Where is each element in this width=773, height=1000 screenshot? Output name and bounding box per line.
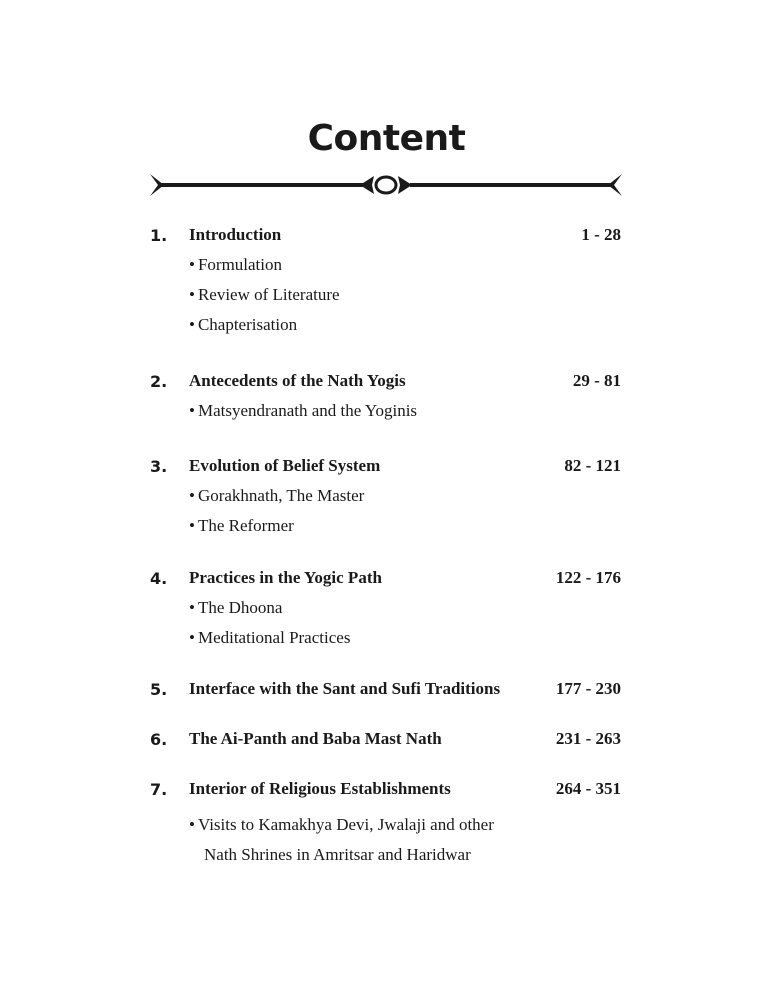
- entry-pages: 29 - 81: [572, 371, 621, 390]
- sub-entry-label: The Reformer: [197, 516, 294, 535]
- entry-number: 3.: [150, 457, 168, 476]
- sub-entry: [189, 628, 350, 648]
- bullet: •: [189, 401, 195, 420]
- entry-title: The Ai-Panth and Baba Mast Nath: [189, 729, 442, 748]
- entry-pages: 1 - 28: [581, 225, 621, 244]
- sub-entry-label: Review of Literature: [197, 285, 340, 304]
- sub-entry-label: Matsyendranath and the Yoginis: [197, 401, 418, 420]
- entry-title: Interior of Religious Establishments: [189, 779, 451, 798]
- sub-entry: [189, 486, 364, 506]
- sub-entry: [189, 815, 494, 835]
- bullet: •: [189, 285, 195, 304]
- page-title: Content: [307, 118, 466, 159]
- sub-entry: [189, 598, 282, 618]
- entry-pages: 122 - 176: [555, 568, 621, 587]
- sub-entry: [189, 285, 340, 305]
- sub-entry-label: Gorakhnath, The Master: [197, 486, 365, 505]
- entry-number: 1.: [150, 226, 168, 245]
- bullet: •: [189, 815, 195, 834]
- entry-title: Interface with the Sant and Sufi Traditions: [189, 679, 501, 698]
- bullet: •: [189, 516, 195, 535]
- entry-title: Practices in the Yogic Path: [189, 568, 382, 587]
- bullet: •: [189, 255, 195, 274]
- sub-entry-label: The Dhoona: [197, 598, 283, 617]
- entry-number: 7.: [150, 780, 168, 799]
- sub-entry: [189, 401, 417, 421]
- entry-pages: 264 - 351: [555, 779, 621, 798]
- entry-number: 4.: [150, 569, 168, 588]
- entry-pages: 177 - 230: [555, 679, 621, 698]
- entry-number: 5.: [150, 680, 168, 699]
- bullet: •: [189, 315, 195, 334]
- bullet: •: [189, 628, 195, 647]
- sub-entry-continuation: Nath Shrines in Amritsar and Haridwar: [204, 845, 471, 864]
- sub-entry-label: Visits to Kamakhya Devi, Jwalaji and other: [197, 815, 494, 834]
- entry-title: Introduction: [189, 225, 282, 244]
- sub-entry-label: Meditational Practices: [197, 628, 351, 647]
- entry-title: Antecedents of the Nath Yogis: [189, 371, 406, 390]
- sub-entry-label: Formulation: [197, 255, 283, 274]
- ornament-divider: [148, 170, 624, 200]
- entry-pages: 231 - 263: [555, 729, 621, 748]
- entry-number: 2.: [150, 372, 168, 391]
- sub-entry-label: Chapterisation: [197, 315, 298, 334]
- bullet: •: [189, 598, 195, 617]
- sub-entry: [189, 315, 297, 335]
- sub-entry: [189, 255, 282, 275]
- entry-number: 6.: [150, 730, 168, 749]
- bullet: •: [189, 486, 195, 505]
- entry-title: Evolution of Belief System: [189, 456, 381, 475]
- sub-entry: [189, 516, 294, 536]
- entry-pages: 82 - 121: [564, 456, 621, 475]
